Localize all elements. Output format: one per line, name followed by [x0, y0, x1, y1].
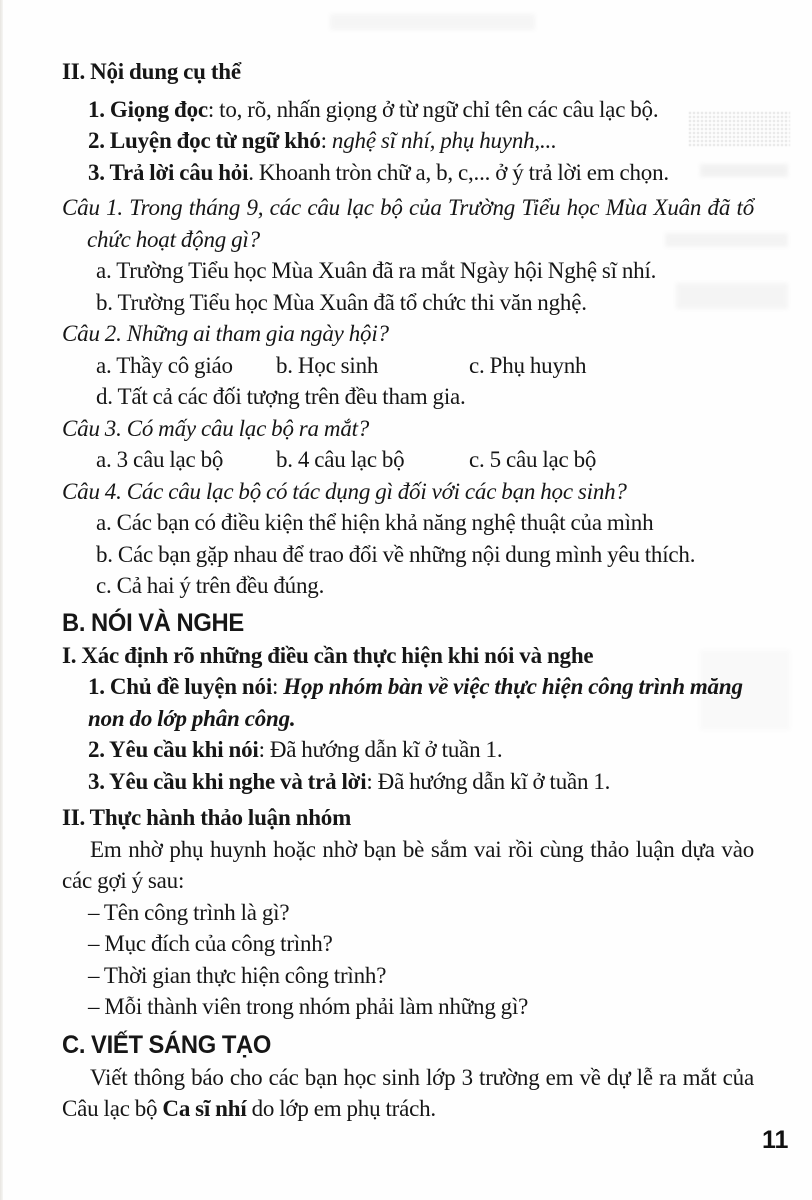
section-c-heading-text: C. VIẾT SÁNG TẠO: [62, 1030, 272, 1059]
question-4-option-b: b. Các bạn gặp nhau để trao đổi về những nội dung mình yêu thích.: [96, 541, 696, 567]
page-number: 11: [762, 1126, 789, 1154]
reading-item-3: [62, 157, 754, 189]
question-3-options-row: [62, 444, 754, 476]
discussion-bullet-3: – Thời gian thực hiện công trình?: [88, 962, 387, 988]
speaking-item-1-label: 1. Chủ đề luyện nói: [88, 674, 273, 699]
reading-item-2-label: 2. Luyện đọc từ ngữ khó: [88, 128, 321, 153]
separator: :: [207, 96, 220, 122]
question-3-option-a: a. 3 câu lạc bộ: [96, 447, 224, 472]
speaking-item-3-text: Đã hướng dẫn kĩ ở tuần 1.: [377, 768, 611, 794]
discussion-bullet-4: – Mỗi thành viên trong nhóm phải làm những gì?: [88, 994, 529, 1019]
writing-task-club-name: Ca sĩ nhí: [162, 1096, 247, 1121]
writing-task-text-1: Viết thông báo cho các bạn học sinh lớp 3 trường em về dự lễ ra mắt của Câu lạc bộ: [62, 1064, 754, 1121]
question-3: Câu 3. Có mấy câu lạc bộ ra mắt?: [62, 415, 370, 441]
separator: .: [248, 159, 259, 185]
speaking-item-3-label: 3. Yêu cầu khi nghe và trả lời: [88, 768, 367, 794]
question-3-option-b: b. 4 câu lạc bộ: [276, 447, 405, 472]
reading-item-1: [62, 94, 754, 126]
question-4-option-c: c. Cả hai ý trên đều đúng.: [96, 573, 325, 598]
section-c-heading: [62, 1028, 754, 1062]
question-4: Câu 4. Các câu lạc bộ có tác dụng gì đối với các bạn học sinh?: [62, 478, 627, 504]
section-b-i-heading: I. Xác định rõ những điều cần thực hiện khi nói và nghe: [62, 642, 594, 668]
question-2-option-b: b. Học sinh: [276, 352, 379, 378]
question-1-option-a: a. Trường Tiểu học Mùa Xuân đã ra mắt Ngày hội Nghệ sĩ nhí.: [96, 258, 657, 283]
separator: :: [272, 674, 284, 699]
question-2-option-a: a. Thầy cô giáo: [96, 352, 233, 378]
question-2: Câu 2. Những ai tham gia ngày hội?: [62, 321, 389, 346]
question-4-option-a: a. Các bạn có điều kiện thể hiện khả năng nghệ thuật của mình: [96, 510, 654, 535]
reading-item-3-label: 3. Trả lời câu hỏi: [88, 159, 249, 185]
reading-item-1-text: to, rõ, nhấn giọng ở từ ngữ chỉ tên các câu lạc bộ.: [219, 96, 659, 122]
speaking-item-3: [62, 766, 754, 798]
separator: :: [258, 737, 270, 762]
discussion-intro: Em nhờ phụ huynh hoặc nhờ bạn bè sắm vai rồi cùng thảo luận dựa vào các gợi ý sau:: [62, 836, 754, 893]
reading-item-1-label: 1. Giọng đọc: [88, 96, 208, 122]
section-b-heading: [62, 606, 754, 640]
speaking-item-2-text: Đã hướng dẫn kĩ ở tuần 1.: [269, 737, 503, 762]
question-3-option-c: c. 5 câu lạc bộ: [469, 447, 597, 472]
separator: :: [320, 128, 332, 153]
speaking-item-2-label: 2. Yêu cầu khi nói: [88, 737, 259, 762]
section-b-heading-text: B. NÓI VÀ NGHE: [62, 608, 244, 637]
question-1-option-b: b. Trường Tiểu học Mùa Xuân đã tổ chức thi văn nghệ.: [96, 289, 587, 315]
speaking-item-1-text: Họp nhóm bàn về việc thực hiện công trình măng non do lớp phân công.: [88, 674, 743, 731]
page-content: [62, 56, 754, 1125]
separator: :: [366, 768, 378, 794]
reading-item-2: [62, 125, 754, 157]
reading-item-2-text: nghệ sĩ nhí, phụ huynh,...: [331, 128, 557, 153]
question-1: Câu 1. Trong tháng 9, các câu lạc bộ của Trường Tiểu học Mùa Xuân đã tổ chức hoạt động gì?: [62, 195, 754, 252]
speaking-item-2: [62, 734, 754, 766]
reading-item-3-text: Khoanh tròn chữ a, b, c,... ở ý trả lời em chọn.: [258, 159, 669, 185]
question-2-options-row: [62, 350, 754, 382]
writing-task: [62, 1062, 754, 1125]
section-ii-heading: II. Nội dung cụ thể: [62, 59, 241, 84]
discussion-bullet-2: – Mục đích của công trình?: [88, 931, 333, 956]
section-b-ii-heading: II. Thực hành thảo luận nhóm: [62, 805, 352, 830]
discussion-bullet-1: – Tên công trình là gì?: [88, 899, 290, 925]
scan-edge-shadow: [0, 0, 3, 1200]
question-2-option-c: c. Phụ huynh: [469, 352, 587, 378]
question-2-option-d: d. Tất cả các đối tượng trên đều tham gia.: [96, 384, 466, 409]
scan-artifact: [330, 14, 535, 30]
speaking-item-1: [62, 671, 754, 734]
writing-task-text-2: do lớp em phụ trách.: [246, 1096, 436, 1121]
